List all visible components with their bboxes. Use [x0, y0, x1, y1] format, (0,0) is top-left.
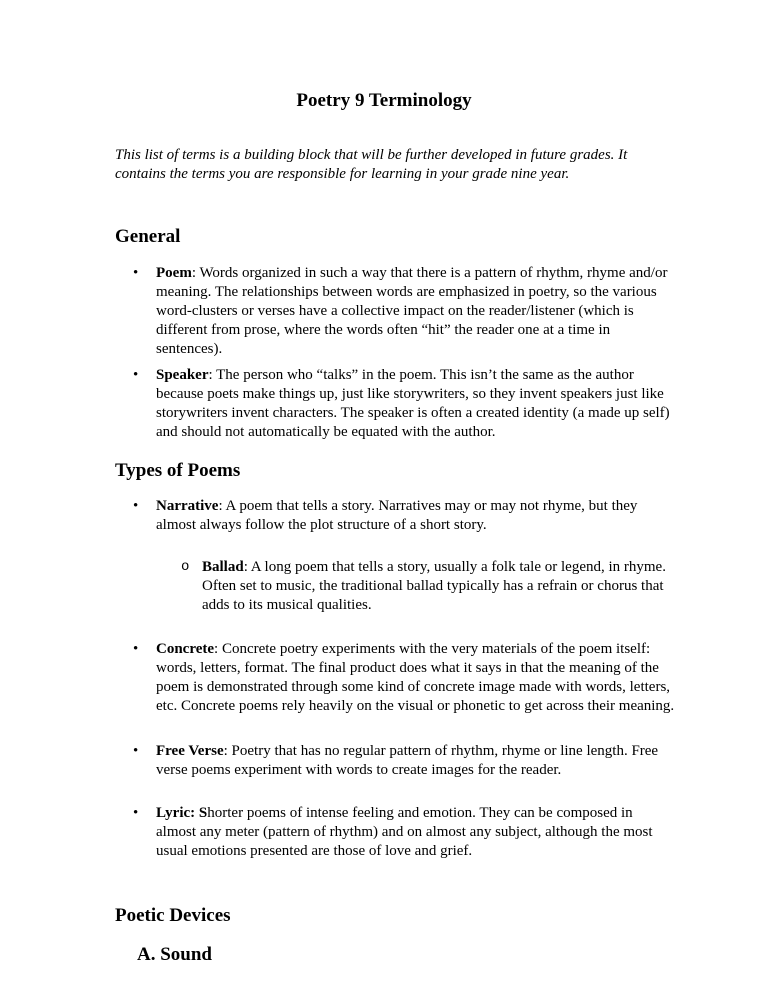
bullet-icon: •	[133, 805, 139, 821]
term-concrete	[133, 640, 675, 716]
bullet-icon: •	[133, 743, 139, 759]
term-label: Narrative	[156, 498, 219, 514]
term-label: Speaker	[156, 367, 209, 383]
term-narrative	[133, 497, 675, 535]
intro-paragraph: This list of terms is a building block that will be further developed in future grades. It contains the terms you are responsible for learning in your grade nine year.	[115, 147, 628, 182]
bullet-icon: •	[133, 641, 139, 657]
page-title: Poetry 9 Terminology	[296, 90, 472, 111]
term-label: Poem	[156, 265, 192, 281]
term-definition: : A poem that tells a story. Narratives may or may not rhyme, but they almost always follow the plot structure of a short story.	[156, 498, 638, 533]
term-poem	[133, 264, 675, 359]
section-heading-types: Types of Poems	[115, 460, 241, 481]
term-definition: : Poetry that has no regular pattern of rhythm, rhyme or line length. Free verse poems experiment with words to create images for the reader.	[156, 743, 659, 778]
term-label: Concrete	[156, 641, 215, 657]
term-definition: : A long poem that tells a story, usually a folk tale or legend, in rhyme. Often set to music, the traditional ballad typically has a refrain or chorus that adds to its musical qualities.	[202, 559, 666, 613]
term-label: Ballad	[202, 559, 244, 575]
bullet-icon: •	[133, 367, 139, 383]
subsection-heading-sound: A. Sound	[137, 944, 212, 965]
bullet-icon: •	[133, 265, 139, 281]
section-heading-devices: Poetic Devices	[115, 905, 231, 926]
term-ballad	[181, 558, 675, 615]
section-heading-general: General	[115, 226, 181, 247]
term-definition: : The person who “talks” in the poem. This isn’t the same as the author because poets make things up, just like storywriters, so they invent speakers just like storywriters invent characters. The speaker is often a created identity (a made up self) and should not automatically be equated with the author.	[156, 367, 670, 440]
term-free-verse	[133, 742, 675, 780]
term-definition: : Words organized in such a way that there is a pattern of rhythm, rhyme and/or meaning. The relationships between words are emphasized in poetry, so the various word-clusters or verses have a collective impact on the reader/listener (which is different from prose, where the words often “hit” the reader one at a time in sentences).	[156, 265, 668, 357]
bullet-icon: •	[133, 498, 139, 514]
term-definition: horter poems of intense feeling and emotion. They can be composed in almost any meter (pattern of rhythm) and on almost any subject, although the most usual emotions presented are those of love and grief.	[156, 805, 653, 859]
term-speaker	[133, 366, 675, 442]
term-lyric	[133, 804, 675, 861]
term-label: Lyric: S	[156, 805, 208, 821]
term-label: Free Verse	[156, 743, 224, 759]
term-definition: : Concrete poetry experiments with the very materials of the poem itself: words, letters, format. The final product does what it says in that the meaning of the poem is demonstrated through some kind of concrete image made with words, letters, etc. Concrete poems rely heavily on the visual or phonetic to get across their meaning.	[156, 641, 675, 714]
sub-bullet-icon: o	[181, 559, 190, 575]
